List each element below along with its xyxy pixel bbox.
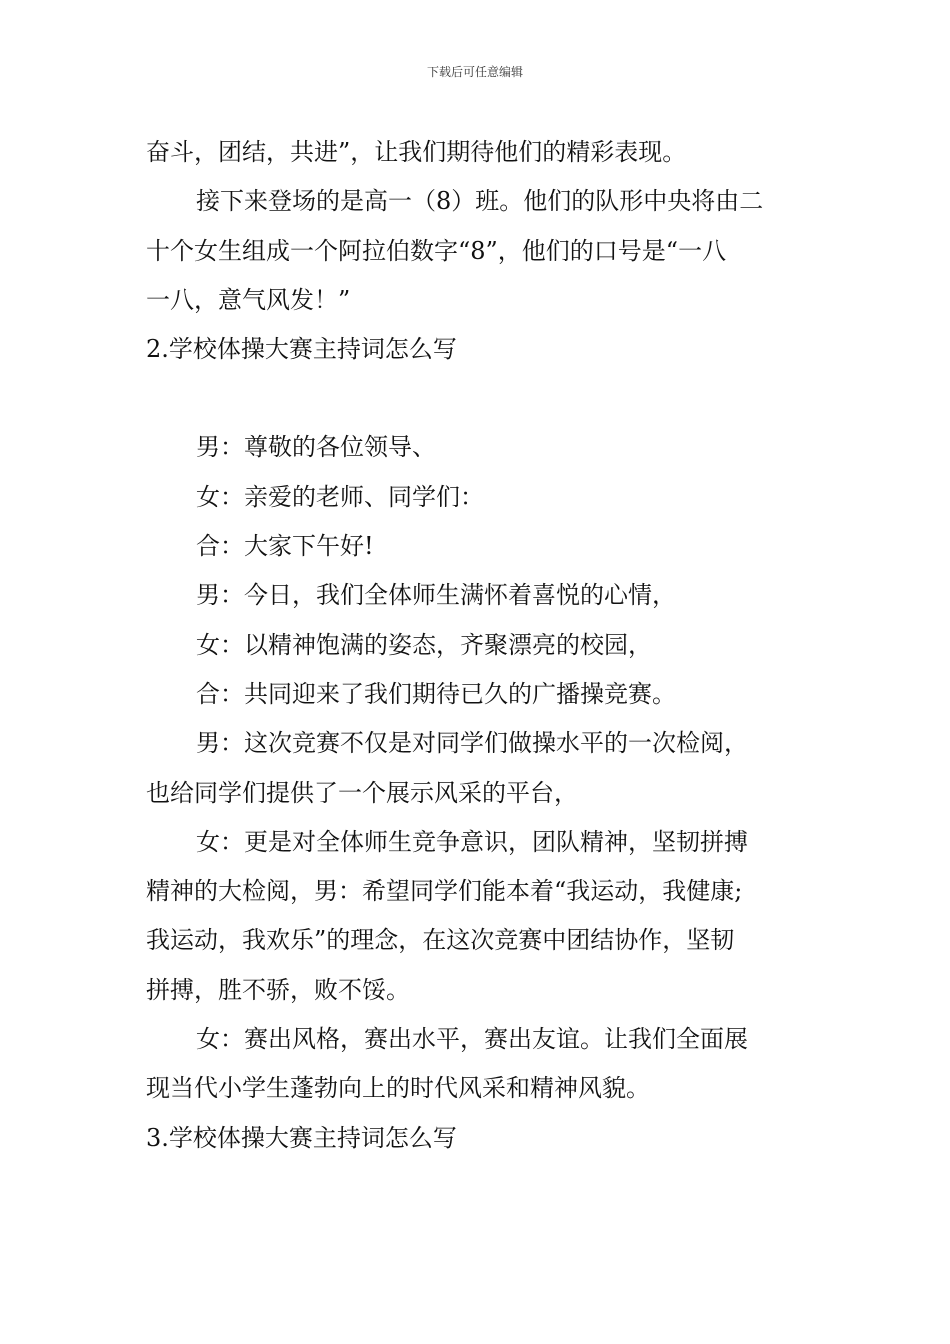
paragraph-line: 十个女生组成一个阿拉伯数字“8”，他们的口号是“一八 — [146, 236, 727, 265]
paragraph-line: 女：亲爱的老师、同学们： — [196, 482, 484, 511]
paragraph-line: 拼搏，胜不骄，败不馁。 — [146, 975, 410, 1004]
paragraph-line: 合：大家下午好! — [196, 532, 374, 561]
paragraph-line: 女：更是对全体师生竞争意识，团队精神，坚韧拼搏 — [196, 827, 748, 856]
paragraph-line: 女：赛出风格，赛出水平，赛出友谊。让我们全面展 — [196, 1025, 748, 1054]
paragraph-line: 现当代小学生蓬勃向上的时代风采和精神风貌。 — [146, 1074, 650, 1103]
paragraph-line: 我运动，我欢乐”的理念，在这次竞赛中团结协作，坚韧 — [146, 926, 735, 955]
document-body — [146, 128, 808, 1163]
paragraph-line: 女：以精神饱满的姿态，齐聚漂亮的校园， — [196, 630, 652, 659]
paragraph-line: 也给同学们提供了一个展示风采的平台， — [146, 778, 578, 807]
paragraph-line: 男：今日，我们全体师生满怀着喜悦的心情， — [196, 581, 676, 610]
page-header: 下载后可任意编辑 — [426, 65, 523, 79]
section-heading: 3.学校体操大赛主持词怎么写 — [146, 1123, 457, 1152]
paragraph-line: 接下来登场的是高一（8）班。他们的队形中央将由二 — [196, 187, 764, 216]
paragraph-line: 一八，意气风发！” — [146, 285, 351, 314]
paragraph-line: 男：这次竞赛不仅是对同学们做操水平的一次检阅， — [196, 729, 748, 758]
paragraph-line: 奋斗，团结，共进”，让我们期待他们的精彩表现。 — [146, 138, 687, 166]
paragraph-line: 合：共同迎来了我们期待已久的广播操竞赛。 — [196, 679, 676, 708]
section-heading: 2.学校体操大赛主持词怎么写 — [146, 335, 457, 364]
paragraph-line: 精神的大检阅，男：希望同学们能本着“我运动，我健康; — [146, 877, 743, 906]
paragraph-line: 男：尊敬的各位领导、 — [196, 433, 436, 462]
